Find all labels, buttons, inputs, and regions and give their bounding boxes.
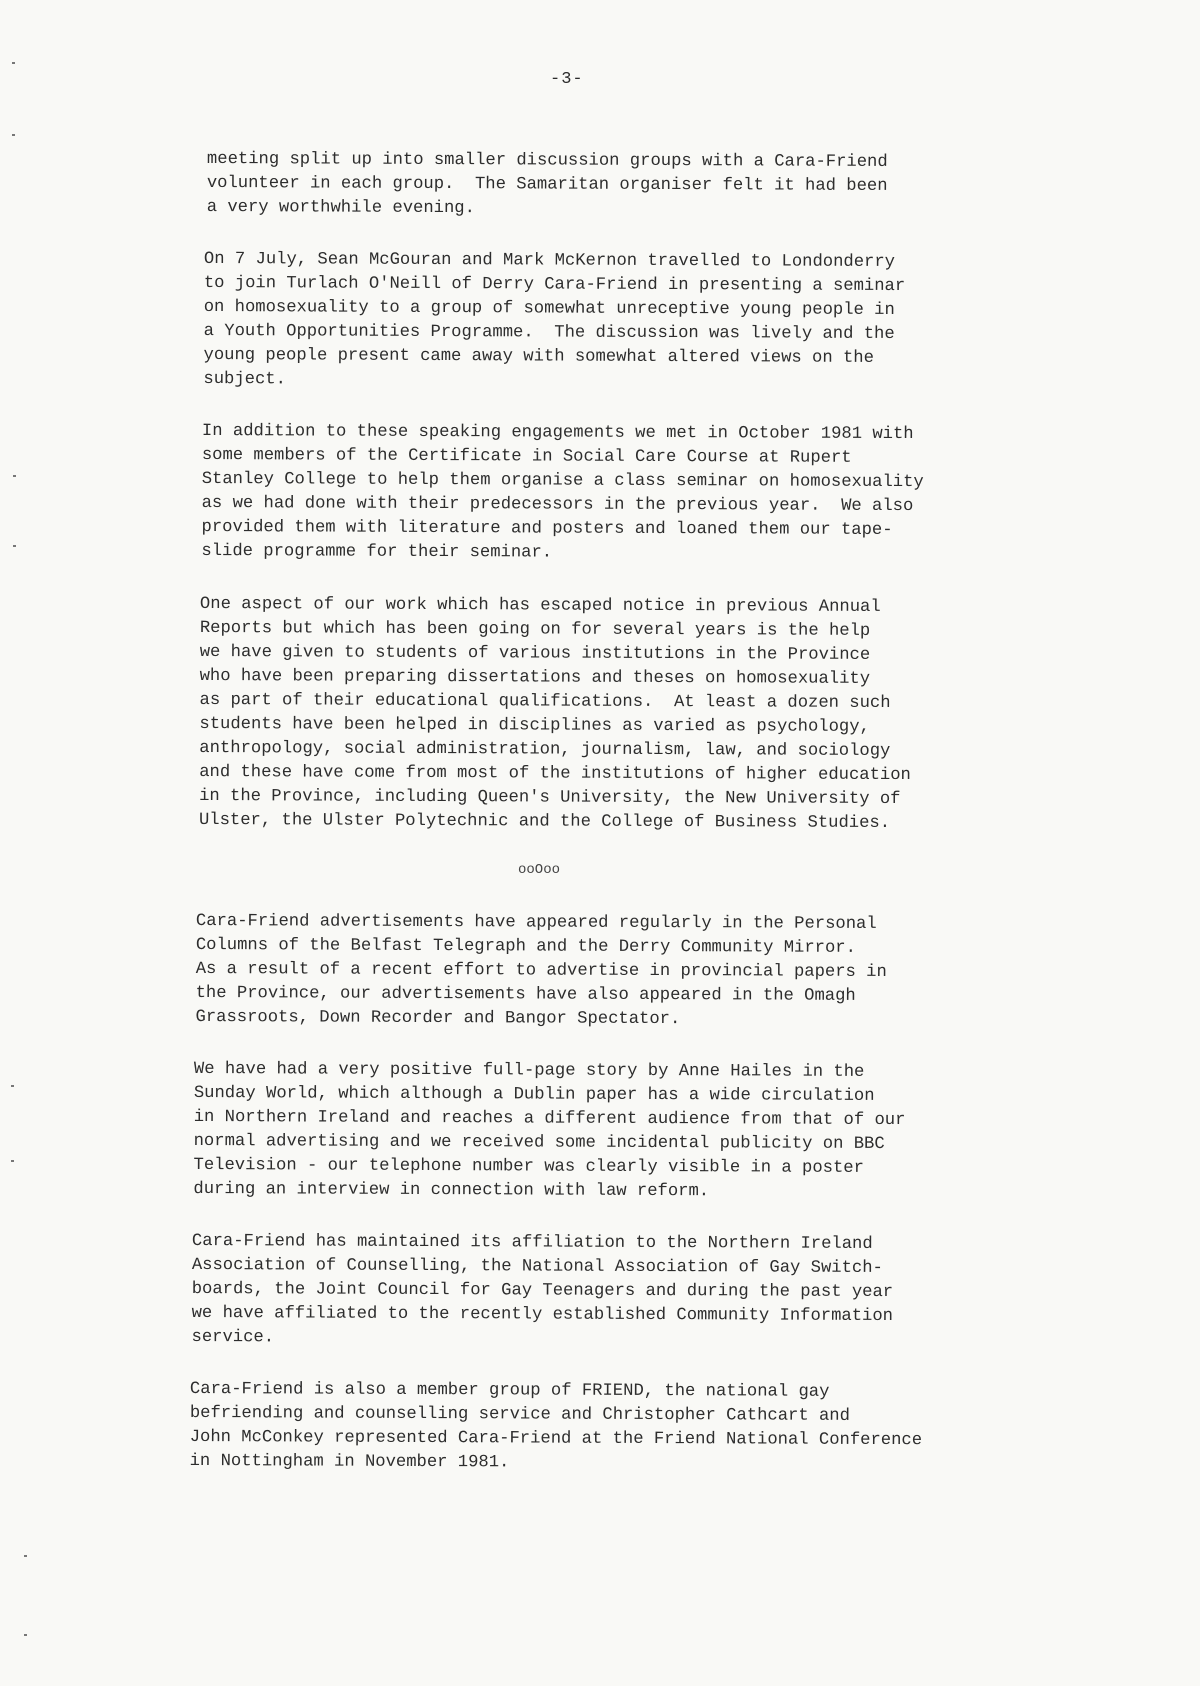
scan-mark — [11, 1085, 14, 1087]
section-divider: ooOoo — [518, 862, 561, 878]
paragraph-samaritan-meeting: meeting split up into smaller discussion groups with a Cara-Friend volunteer in each group. The Samaritan organiser felt it had been a very worthwhile evening. — [206, 149, 888, 219]
paragraph-student-help: One aspect of our work which has escaped notice in previous Annual Reports but which has been going on for several years is the help we have given to students of various institutions in the Province who have been preparing dissertations and theses on homosexuality as part of their educational qualifications. At least a dozen such students have been helped in disciplines as varied as psychology, anthropology, social administration, journalism, law, and sociology and these have come from most of the institutions of higher education in the Province, including Queen's University, the New University of Ulster, the Ulster Polytechnic and the College of Business Studies. — [198, 595, 911, 834]
scan-mark — [24, 1555, 27, 1557]
paragraph-affiliations: Cara-Friend has maintained its affiliation to the Northern Ireland Association of Counselling, the National Association of Gay Switch- boards, the Joint Council for Gay Teenagers and during the past year we have affiliated to the recently established Community Information service. — [191, 1232, 894, 1348]
paragraph-sunday-world-story: We have had a very positive full-page story by Anne Hailes in the Sunday World, which although a Dublin paper has a wide circulation in Northern Ireland and reaches a different audience from that of our normal advertising and we received some incidental publicity on BBC Television - our telephone number was clearly visible in a poster during an interview in connection with law reform. — [193, 1060, 906, 1202]
scan-mark — [13, 545, 16, 547]
scan-mark — [24, 1634, 27, 1636]
page-number: -3- — [550, 70, 584, 89]
scan-mark — [12, 62, 15, 64]
paragraph-rupert-stanley-college: In addition to these speaking engagements we met in October 1981 with some members of the Certificate in Social Care Course at Rupert Stanley College to help them organise a class seminar on homosexuality as we had done with their predecessors in the previous year. We also provided them with literature and posters and loaned them our tape- slide programme for their seminar. — [201, 421, 924, 563]
paragraph-advertisements: Cara-Friend advertisements have appeared regularly in the Personal Columns of the Belfast Telegraph and the Derry Community Mirror. As a result of a recent effort to advertise in provincial papers in the Province, our advertisements have also appeared in the Omagh Grassroots, Down Recorder and Bangor Spectator. — [195, 912, 887, 1030]
paragraph-londonderry-seminar: On 7 July, Sean McGouran and Mark McKernon travelled to Londonderry to join Turlach O'Neill of Derry Cara-Friend in presenting a seminar on homosexuality to a group of somewhat unreceptive young people in a Youth Opportunities Programme. The discussion was lively and the young people present came away with somewhat altered views on the subject. — [203, 249, 906, 390]
scan-mark — [12, 134, 15, 136]
scan-mark — [11, 1160, 14, 1162]
scan-mark — [13, 475, 16, 477]
paragraph-friend-membership: Cara-Friend is also a member group of FRIEND, the national gay befriending and counselling service and Christopher Cathcart and John McConkey represented Cara-Friend at the Friend National Conference in Nottingham in November 1981. — [189, 1380, 923, 1473]
